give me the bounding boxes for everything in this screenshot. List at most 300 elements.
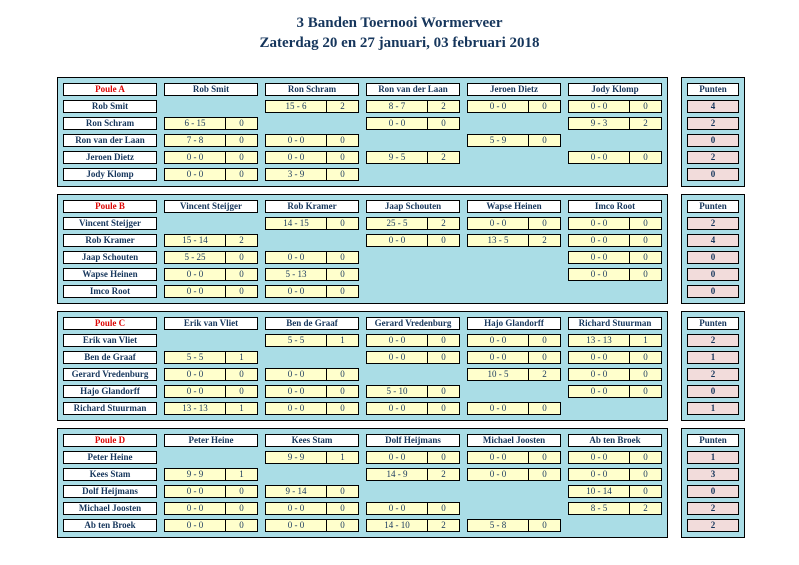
match-score: 0 - 0 [467,334,529,347]
match-points: 2 [528,234,561,247]
match-cell [366,451,460,464]
match-cell [467,368,561,381]
punten-value: 3 [687,468,739,481]
match-score: 5 - 9 [467,134,529,147]
match-score: 9 - 5 [366,151,428,164]
player-column-header: Ron van der Laan [366,83,460,96]
match-cell [568,268,662,281]
match-score: 0 - 0 [164,368,226,381]
match-points: 0 [225,151,258,164]
match-cell [568,234,662,247]
match-score: 0 - 0 [467,217,529,230]
match-score: 0 - 0 [265,385,327,398]
match-score: 0 - 0 [164,502,226,515]
match-score: 0 - 0 [164,268,226,281]
match-score: 0 - 0 [265,251,327,264]
player-column-header: Rob Smit [164,83,258,96]
page-subtitle: Zaterdag 20 en 27 januari, 03 februari 2018 [259,35,540,51]
match-points: 0 [528,334,561,347]
match-cell [366,117,460,130]
punten-value: 0 [687,268,739,281]
player-column-header: Vincent Steijger [164,200,258,213]
match-points: 0 [326,217,359,230]
punten-value: 0 [687,134,739,147]
match-score: 0 - 0 [568,151,630,164]
match-score: 10 - 5 [467,368,529,381]
match-cell [164,402,258,415]
match-cell [164,368,258,381]
match-cell [265,168,359,181]
match-cell [568,100,662,113]
match-cell [467,217,561,230]
match-points: 1 [326,334,359,347]
match-score: 0 - 0 [265,368,327,381]
poule-title: Poule A [63,83,157,96]
match-cell [366,100,460,113]
player-column-header: Jody Klomp [568,83,662,96]
match-cell [265,251,359,264]
punten-value: 2 [687,502,739,515]
punten-header: Punten [687,317,739,330]
match-points: 0 [427,502,460,515]
match-cell [366,151,460,164]
match-score: 13 - 13 [568,334,630,347]
match-cell [467,234,561,247]
match-cell [467,468,561,481]
match-points: 0 [326,402,359,415]
match-points: 0 [326,385,359,398]
match-cell [568,117,662,130]
match-score: 0 - 0 [164,285,226,298]
match-cell [568,217,662,230]
match-points: 2 [427,100,460,113]
empty-cell [366,285,460,298]
punten-header: Punten [687,200,739,213]
match-cell [164,234,258,247]
empty-cell [568,519,662,532]
match-points: 0 [528,519,561,532]
match-cell [265,285,359,298]
match-score: 13 - 13 [164,402,226,415]
match-cell [164,251,258,264]
match-points: 0 [528,351,561,364]
match-points: 1 [225,468,258,481]
empty-cell [467,485,561,498]
player-row-header: Wapse Heinen [63,268,157,281]
match-score: 0 - 0 [568,468,630,481]
empty-cell [568,402,662,415]
match-cell [265,217,359,230]
match-points: 2 [629,117,662,130]
match-points: 0 [427,351,460,364]
punten-value: 0 [687,168,739,181]
player-column-header: Imco Root [568,200,662,213]
match-cell [265,402,359,415]
player-column-header: Jaap Schouten [366,200,460,213]
player-row-header: Peter Heine [63,451,157,464]
match-points: 0 [629,451,662,464]
match-score: 0 - 0 [467,100,529,113]
player-column-header: Gerard Vredenburg [366,317,460,330]
player-row-header: Gerard Vredenburg [63,368,157,381]
match-cell [568,368,662,381]
punten-value: 1 [687,351,739,364]
match-points: 0 [427,451,460,464]
match-points: 0 [326,368,359,381]
match-points: 0 [629,100,662,113]
empty-cell [366,168,460,181]
player-column-header: Rob Kramer [265,200,359,213]
match-points: 0 [528,402,561,415]
match-points: 1 [225,351,258,364]
match-points: 0 [225,368,258,381]
match-cell [164,285,258,298]
match-cell [164,168,258,181]
poule-section [57,77,799,187]
player-column-header: Ab ten Broek [568,434,662,447]
match-score: 0 - 0 [366,117,428,130]
match-cell [467,402,561,415]
empty-cell [366,368,460,381]
player-row-header: Vincent Steijger [63,217,157,230]
match-cell [265,451,359,464]
player-column-header: Hajo Glandorff [467,317,561,330]
empty-cell [366,251,460,264]
match-score: 0 - 0 [366,234,428,247]
empty-cell [568,168,662,181]
player-column-header: Dolf Heijmans [366,434,460,447]
punten-value: 2 [687,217,739,230]
match-score: 0 - 0 [568,268,630,281]
match-points: 0 [528,134,561,147]
match-score: 0 - 0 [164,519,226,532]
match-points: 0 [326,268,359,281]
match-points: 2 [326,100,359,113]
empty-cell [467,151,561,164]
punten-value: 2 [687,334,739,347]
match-points: 0 [629,368,662,381]
match-cell [265,385,359,398]
match-points: 0 [629,217,662,230]
match-score: 15 - 6 [265,100,327,113]
punten-value: 0 [687,251,739,264]
match-cell [568,485,662,498]
match-cell [164,117,258,130]
player-row-header: Hajo Glandorff [63,385,157,398]
empty-cell [467,168,561,181]
match-points: 0 [225,168,258,181]
player-column-header: Michael Joosten [467,434,561,447]
match-cell [568,385,662,398]
punten-column [681,194,745,304]
empty-cell [164,217,258,230]
match-cell [366,385,460,398]
match-points: 0 [528,468,561,481]
match-cell [265,368,359,381]
poule-grid [57,428,668,538]
empty-cell [164,451,258,464]
match-score: 0 - 0 [164,385,226,398]
match-points: 0 [326,251,359,264]
punten-value: 2 [687,519,739,532]
match-points: 0 [326,519,359,532]
match-points: 1 [326,451,359,464]
match-cell [366,234,460,247]
match-score: 0 - 0 [467,468,529,481]
match-cell [265,334,359,347]
poule-section [57,428,799,538]
player-row-header: Kees Stam [63,468,157,481]
match-score: 0 - 0 [366,402,428,415]
match-cell [265,151,359,164]
match-score: 0 - 0 [568,451,630,464]
player-row-header: Michael Joosten [63,502,157,515]
match-cell [568,251,662,264]
match-points: 2 [427,519,460,532]
match-score: 14 - 10 [366,519,428,532]
match-score: 0 - 0 [568,217,630,230]
player-column-header: Erik van Vliet [164,317,258,330]
match-points: 0 [629,151,662,164]
match-points: 0 [225,251,258,264]
player-row-header: Dolf Heijmans [63,485,157,498]
match-score: 0 - 0 [164,485,226,498]
match-score: 9 - 9 [265,451,327,464]
player-row-header: Jeroen Dietz [63,151,157,164]
match-points: 0 [225,385,258,398]
match-points: 0 [528,217,561,230]
player-column-header: Jeroen Dietz [467,83,561,96]
match-points: 2 [427,217,460,230]
empty-cell [467,251,561,264]
match-points: 0 [225,285,258,298]
match-points: 0 [225,134,258,147]
page-header [0,0,799,53]
player-row-header: Erik van Vliet [63,334,157,347]
match-cell [568,151,662,164]
match-cell [366,502,460,515]
match-points: 0 [225,502,258,515]
match-cell [164,502,258,515]
match-points: 0 [326,485,359,498]
match-cell [366,468,460,481]
empty-cell [568,134,662,147]
punten-header: Punten [687,434,739,447]
match-points: 0 [528,451,561,464]
punten-value: 2 [687,368,739,381]
empty-cell [568,285,662,298]
player-column-header: Richard Stuurman [568,317,662,330]
match-points: 0 [326,502,359,515]
match-score: 0 - 0 [265,151,327,164]
player-row-header: Ron Schram [63,117,157,130]
match-score: 9 - 3 [568,117,630,130]
match-score: 0 - 0 [568,100,630,113]
match-points: 1 [225,402,258,415]
empty-cell [164,334,258,347]
match-cell [366,351,460,364]
match-cell [467,100,561,113]
poule-title: Poule D [63,434,157,447]
empty-cell [467,385,561,398]
match-cell [265,268,359,281]
match-score: 0 - 0 [568,368,630,381]
match-points: 2 [225,234,258,247]
empty-cell [265,117,359,130]
match-score: 15 - 14 [164,234,226,247]
poule-section [57,194,799,304]
player-column-header: Ben de Graaf [265,317,359,330]
match-cell [467,519,561,532]
player-row-header: Ben de Graaf [63,351,157,364]
match-score: 8 - 5 [568,502,630,515]
match-score: 0 - 0 [568,234,630,247]
player-row-header: Jody Klomp [63,168,157,181]
player-row-header: Imco Root [63,285,157,298]
empty-cell [265,351,359,364]
match-cell [265,502,359,515]
match-cell [467,351,561,364]
match-score: 0 - 0 [568,251,630,264]
punten-value: 0 [687,485,739,498]
match-points: 0 [629,251,662,264]
empty-cell [467,117,561,130]
poule-section [57,311,799,421]
match-points: 1 [629,334,662,347]
match-cell [467,451,561,464]
match-cell [164,385,258,398]
poule-grid [57,194,668,304]
match-cell [568,451,662,464]
match-score: 0 - 0 [265,502,327,515]
match-score: 5 - 5 [265,334,327,347]
match-cell [164,351,258,364]
match-cell [164,268,258,281]
punten-column [681,77,745,187]
punten-value: 1 [687,451,739,464]
empty-cell [467,502,561,515]
match-score: 0 - 0 [366,334,428,347]
match-points: 0 [629,351,662,364]
punten-value: 1 [687,402,739,415]
match-score: 9 - 9 [164,468,226,481]
match-score: 0 - 0 [467,402,529,415]
empty-cell [366,134,460,147]
player-column-header: Peter Heine [164,434,258,447]
match-cell [568,334,662,347]
match-score: 5 - 8 [467,519,529,532]
match-cell [366,519,460,532]
match-cell [164,134,258,147]
match-score: 13 - 5 [467,234,529,247]
match-cell [164,519,258,532]
match-score: 0 - 0 [568,351,630,364]
match-points: 0 [225,485,258,498]
empty-cell [467,285,561,298]
punten-value: 0 [687,285,739,298]
match-cell [467,334,561,347]
match-points: 0 [326,134,359,147]
page-title: 3 Banden Toernooi Wormerveer [296,15,503,31]
match-score: 0 - 0 [164,151,226,164]
match-score: 0 - 0 [467,451,529,464]
match-points: 2 [528,368,561,381]
match-score: 14 - 9 [366,468,428,481]
punten-value: 0 [687,385,739,398]
match-cell [164,485,258,498]
match-score: 0 - 0 [265,402,327,415]
player-row-header: Ab ten Broek [63,519,157,532]
player-row-header: Rob Kramer [63,234,157,247]
empty-cell [164,100,258,113]
match-score: 0 - 0 [366,351,428,364]
player-column-header: Ron Schram [265,83,359,96]
match-score: 9 - 14 [265,485,327,498]
match-score: 0 - 0 [164,168,226,181]
match-points: 0 [427,334,460,347]
punten-value: 4 [687,234,739,247]
match-points: 0 [528,100,561,113]
match-score: 14 - 15 [265,217,327,230]
match-score: 5 - 10 [366,385,428,398]
match-cell [265,485,359,498]
match-points: 2 [427,468,460,481]
punten-header: Punten [687,83,739,96]
punten-column [681,428,745,538]
player-row-header: Rob Smit [63,100,157,113]
match-score: 25 - 5 [366,217,428,230]
empty-cell [366,268,460,281]
match-score: 5 - 5 [164,351,226,364]
punten-value: 2 [687,117,739,130]
match-score: 7 - 8 [164,134,226,147]
match-score: 0 - 0 [568,385,630,398]
player-row-header: Ron van der Laan [63,134,157,147]
match-score: 0 - 0 [366,502,428,515]
poules-container [57,77,799,538]
match-score: 8 - 7 [366,100,428,113]
poule-grid [57,77,668,187]
match-cell [568,468,662,481]
match-cell [164,151,258,164]
match-points: 0 [427,385,460,398]
match-points: 0 [629,268,662,281]
match-cell [164,468,258,481]
match-points: 0 [225,117,258,130]
match-points: 0 [326,151,359,164]
match-score: 10 - 14 [568,485,630,498]
match-points: 0 [629,234,662,247]
match-cell [366,402,460,415]
match-points: 2 [629,502,662,515]
match-score: 6 - 15 [164,117,226,130]
match-score: 0 - 0 [366,451,428,464]
match-cell [366,217,460,230]
player-column-header: Wapse Heinen [467,200,561,213]
match-points: 0 [427,117,460,130]
match-points: 0 [427,234,460,247]
match-points: 0 [225,268,258,281]
player-row-header: Richard Stuurman [63,402,157,415]
match-cell [568,502,662,515]
match-points: 2 [427,151,460,164]
match-score: 0 - 0 [467,351,529,364]
match-points: 0 [427,402,460,415]
match-points: 0 [225,519,258,532]
poule-grid [57,311,668,421]
match-cell [265,519,359,532]
match-points: 0 [326,168,359,181]
